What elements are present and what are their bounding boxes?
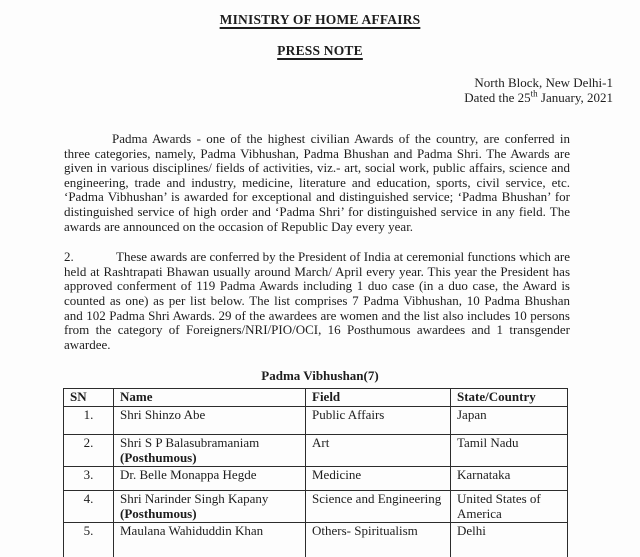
address-block	[0, 75, 640, 105]
table-row	[64, 467, 568, 491]
cell-sn: 1.	[64, 406, 114, 434]
paragraph-1: Padma Awards - one of the highest civilian Awards of the country, are conferred in three categories, namely, Padma Vibhushan, Padma Bhushan and Padma Shri. The Awards are given in various disciplines/ fields of activities, viz.- art, social work, public affairs, science and engineering, trade and industry, medicine, literature and education, sports, civil service, etc. ‘Padma Vibhushan’ is awarded for exceptional and distinguished service; ‘Padma Bhushan’ for distinguished service of high order and ‘Padma Shri’ for distinguished service in any field. The awards are announced on the occasion of Republic Day every year.	[64, 131, 570, 234]
cell-field: Medicine	[306, 467, 451, 491]
awardee-name: Shri Shinzo Abe	[120, 406, 206, 422]
cell-sn: 5.	[64, 523, 114, 557]
awardee-name: Maulana Wahiduddin Khan	[120, 523, 264, 539]
posthumous-note: (Posthumous)	[120, 505, 197, 521]
padma-vibhushan-table	[63, 388, 568, 557]
col-header-field: Field	[306, 389, 451, 407]
ministry-title-text: MINISTRY OF HOME AFFAIRS	[219, 12, 421, 27]
table-row	[64, 434, 568, 466]
cell-state: United States of America	[451, 491, 568, 523]
col-header-sn: SN	[64, 389, 114, 407]
cell-name	[114, 434, 306, 466]
cell-name	[114, 467, 306, 491]
cell-state: Karnataka	[451, 467, 568, 491]
date-prefix: Dated the 25	[464, 90, 531, 105]
date-suffix: January, 2021	[537, 90, 613, 105]
cell-field: Science and Engineering	[306, 491, 451, 523]
awardee-name: Shri Narinder Singh Kapany	[120, 491, 269, 507]
cell-state: Tamil Nadu	[451, 434, 568, 466]
cell-state: Japan	[451, 406, 568, 434]
cell-state: Delhi	[451, 523, 568, 557]
awardee-name: Dr. Belle Monappa Hegde	[120, 467, 257, 483]
cell-sn: 3.	[64, 467, 114, 491]
col-header-state: State/Country	[451, 389, 568, 407]
table-row	[64, 523, 568, 557]
press-note-heading-text: PRESS NOTE	[277, 43, 363, 58]
cell-sn: 2.	[64, 434, 114, 466]
press-note-heading	[0, 43, 640, 58]
cell-name	[114, 523, 306, 557]
cell-field: Public Affairs	[306, 406, 451, 434]
date-line	[0, 90, 613, 105]
cell-field: Others- Spiritualism	[306, 523, 451, 557]
paragraph-2	[64, 250, 570, 352]
table-header-row	[64, 389, 568, 407]
posthumous-note: (Posthumous)	[120, 449, 197, 465]
cell-field: Art	[306, 434, 451, 466]
col-header-name: Name	[114, 389, 306, 407]
table-row	[64, 491, 568, 523]
table-row	[64, 406, 568, 434]
cell-sn: 4.	[64, 491, 114, 523]
ministry-title	[0, 0, 640, 27]
table-title: Padma Vibhushan(7)	[261, 368, 379, 384]
cell-name	[114, 406, 306, 434]
paragraph-2-number: 2.	[64, 249, 74, 265]
date-ordinal-suffix: th	[530, 88, 538, 99]
paragraph-2-text: These awards are conferred by the President of India at ceremonial functions which are held at Rashtrapati Bhawan usually around March/ April every year. This year the President has approved conferment of 119 Padma Awards including 1 duo case (in a duo case, the Award is counted as one) as per list below. The list comprises 7 Padma Vibhushan, 10 Padma Bhushan and 102 Padma Shri Awards. 29 of the awardees are women and the list also includes 10 persons from the category of Foreigners/NRI/PIO/OCI, 16 Posthumous awardees and 1 transgender awardee.	[64, 249, 570, 352]
address-line: North Block, New Delhi-1	[474, 75, 613, 90]
awardee-name: Shri S P Balasubramaniam	[120, 434, 260, 450]
cell-name	[114, 491, 306, 523]
